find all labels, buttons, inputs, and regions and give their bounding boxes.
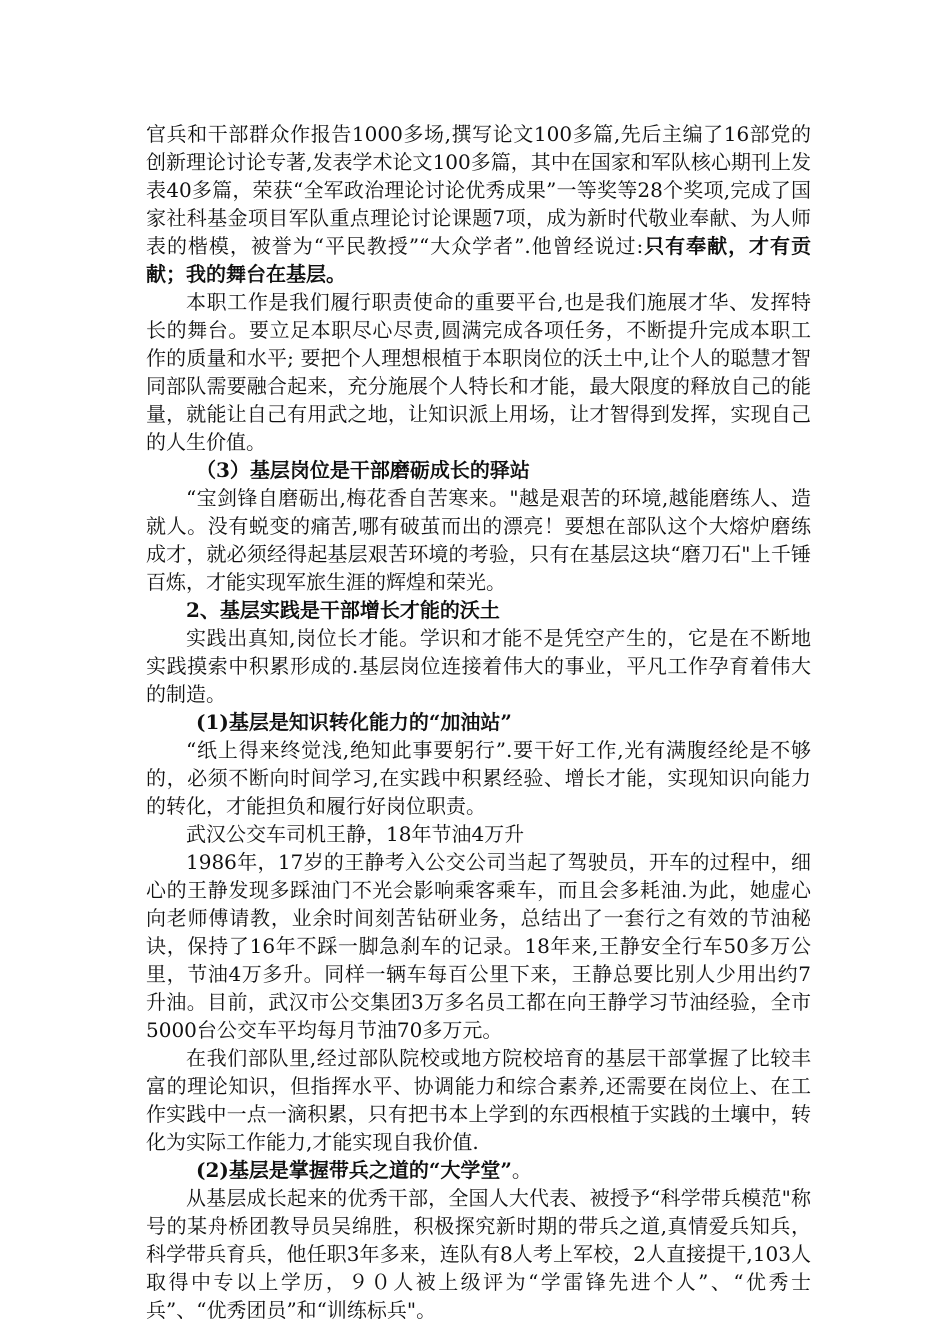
heading-3-grassroots-post: （3）基层岗位是干部磨砺成长的驿站 xyxy=(196,458,530,482)
document-page xyxy=(146,120,811,1324)
paragraph-6: 武汉公交车司机王静，18年节油4万升 xyxy=(186,822,525,846)
heading-sub-1-gas-station: (1)基层是知识转化能力的“加油站” xyxy=(196,710,512,734)
paragraph-7: 1986年，17岁的王静考入公交公司当起了驾驶员，开车的过程中，细心的王静发现多踩油门不光会影响乘客乘车，而且会多耗油.为此，她虚心向老师傅请教，业余时间刻苦钻研业务，总结出了一套行之有效的节油秘诀，保持了16年不踩一脚急刹车的记录。18年来,王静安全行车50多万公里，节油4万多升。同样一辆车每百公里下来，王静总要比别人少用出约7升油。目前，武汉市公交集团3万多名员工都在向王静学习节油经验，全市5000台公交车平均每月节油70多万元。 xyxy=(146,850,811,1042)
heading-2-grassroots-practice: 2、基层实践是干部增长才能的沃土 xyxy=(186,598,500,622)
paragraph-3: “宝剑锋自磨砺出,梅花香自苦寒来。"越是艰苦的环境,越能磨练人、造就人。没有蜕变的痛苦,哪有破茧而出的漂亮！要想在部队这个大熔炉磨练成才，就必须经得起基层艰苦环境的考验，只有在基层这块“磨刀石"上千锤百炼，才能实现军旅生涯的辉煌和荣光。 xyxy=(146,486,811,594)
paragraph-1-text: 官兵和干部群众作报告1000多场,撰写论文100多篇,先后主编了16部党的创新理论讨论专著,发表学术论文100多篇，其中在国家和军队核心期刊上发表40多篇，荣获“全军政治理论讨论优秀成果”一等奖等28个奖项,完成了国家社科基金项目军队重点理论讨论课题7项，成为新时代敬业奉献、为人师表的楷模，被誉为“平民教授”“大众学者”.他曾经说过: xyxy=(146,122,811,258)
paragraph-8: 在我们部队里,经过部队院校或地方院校培育的基层干部掌握了比较丰富的理论知识，但指挥水平、协调能力和综合素养,还需要在岗位上、在工作实践中一点一滴积累，只有把书本上学到的东西根植于实践的土壤中，转化为实际工作能力,才能实现自我价值. xyxy=(146,1046,811,1154)
paragraph-1 xyxy=(146,120,811,288)
paragraph-1-bold-quote: 只有奉献，才有贡献；我的舞台在基层。 xyxy=(146,234,811,286)
heading-sub-2-tail: 。 xyxy=(511,1158,532,1182)
paragraph-4: 实践出真知,岗位长才能。学识和才能不是凭空产生的，它是在不断地实践摸索中积累形成的.基层岗位连接着伟大的事业，平凡工作孕育着伟大的制造。 xyxy=(146,626,811,706)
heading-sub-2-university: (2)基层是掌握带兵之道的“大学堂” xyxy=(196,1158,512,1182)
paragraph-2: 本职工作是我们履行职责使命的重要平台,也是我们施展才华、发挥特长的舞台。要立足本职尽心尽责,圆满完成各项任务，不断提升完成本职工作的质量和水平; 要把个人理想根植于本职岗位的沃土中,让个人的聪慧才智同部队需要融合起来，充分施展个人特长和才能，最大限度的释放自己的能量，就能让自己有用武之地，让知识派上用场，让才智得到发挥，实现自己的人生价值。 xyxy=(146,290,811,454)
paragraph-5: “纸上得来终觉浅,绝知此事要躬行”.要干好工作,光有满腹经纶是不够的，必须不断向时间学习,在实践中积累经验、增长才能，实现知识向能力的转化，才能担负和履行好岗位职责。 xyxy=(146,738,811,818)
heading-sub-2-line xyxy=(146,1156,811,1184)
paragraph-9: 从基层成长起来的优秀干部，全国人大代表、被授予“科学带兵模范"称号的某舟桥团教导员吴绵胜，积极探究新时期的带兵之道,真情爱兵知兵，科学带兵育兵，他任职3年多来，连队有8人考上军校，2人直接提干,103人取得中专以上学历，９０人被上级评为“学雷锋先进个人”、“优秀士兵”、“优秀团员”和“训练标兵"。 xyxy=(146,1186,811,1322)
